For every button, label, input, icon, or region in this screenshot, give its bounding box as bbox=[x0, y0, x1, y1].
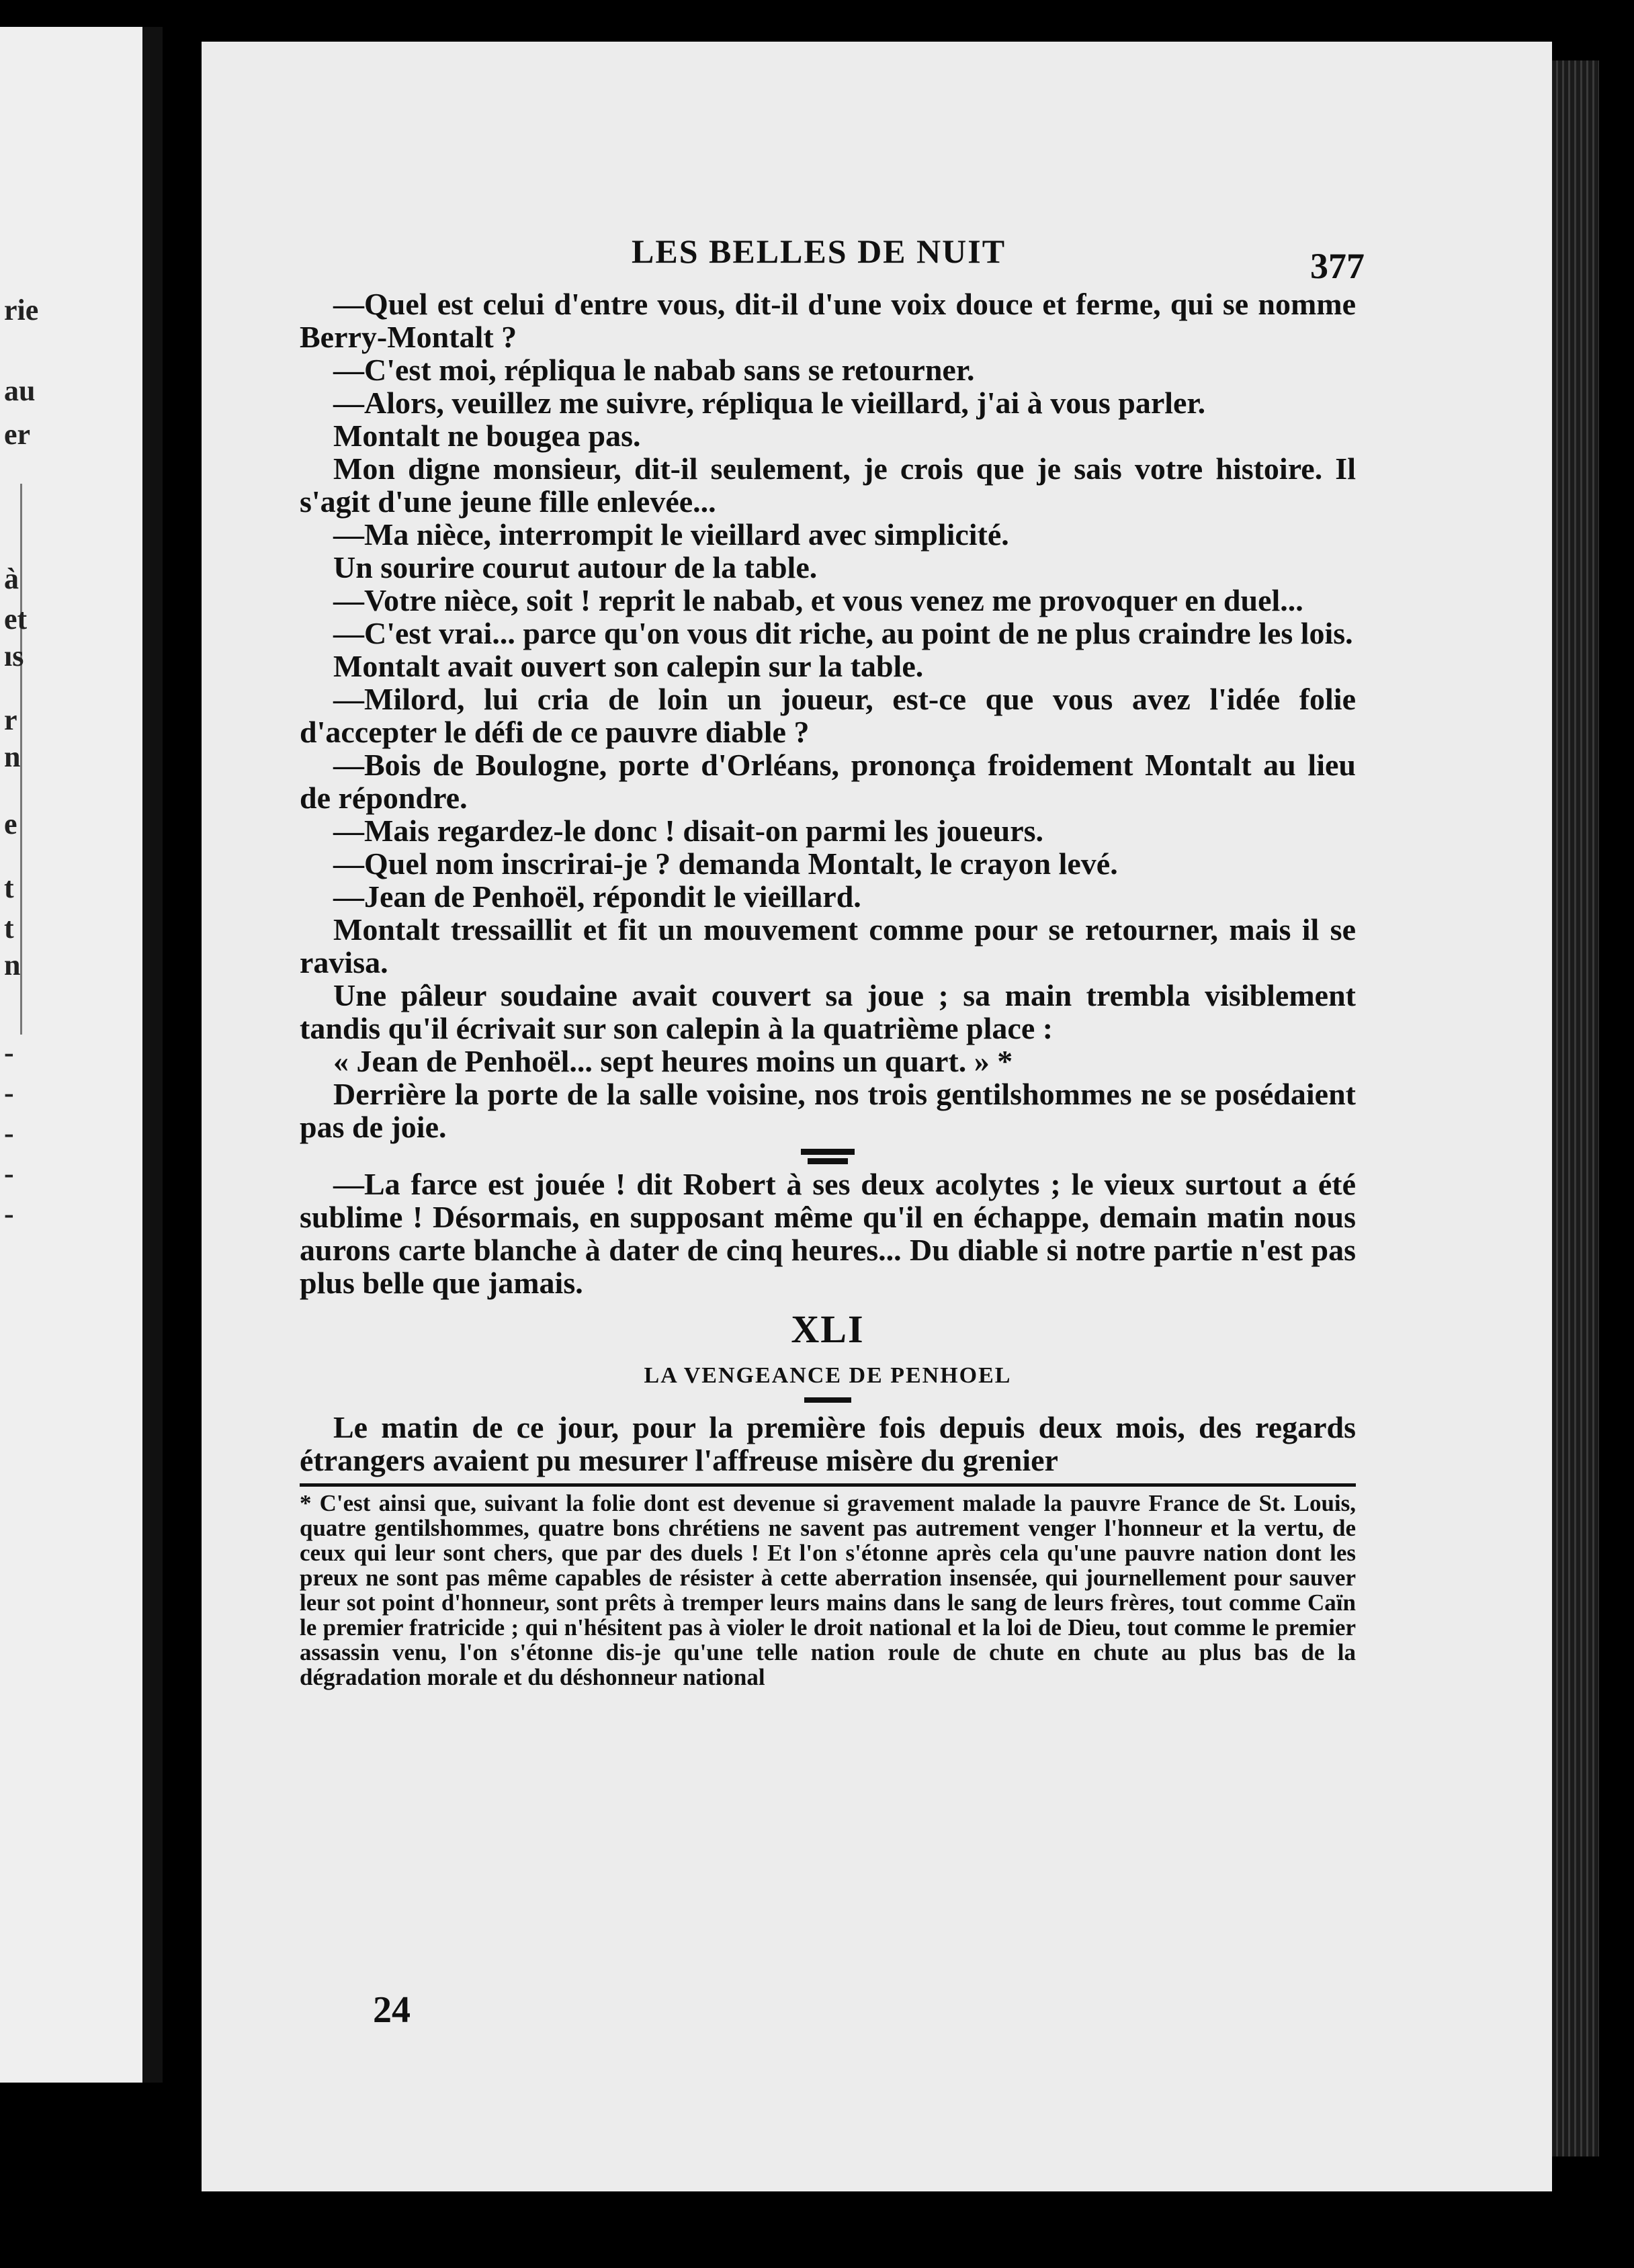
left-page-fragment: r bbox=[4, 703, 17, 736]
chapter-paragraph: Le matin de ce jour, pour la première fois depuis deux mois, des regards étrangers avaient pu mesurer l'affreuse misère du grenier bbox=[300, 1410, 1356, 1477]
left-neighbor-page bbox=[0, 27, 155, 2083]
section-ornament bbox=[300, 1143, 1356, 1168]
paragraph: —Votre nièce, soit ! reprit le nabab, et vous venez me provoquer en duel... bbox=[333, 583, 1303, 617]
left-page-fragment: n bbox=[4, 740, 21, 773]
footnote-rule bbox=[300, 1483, 1356, 1487]
paragraph: —Bois de Boulogne, porte d'Orléans, prononça froidement Montalt au lieu de répondre. bbox=[300, 748, 1356, 815]
chapter-number: XLI bbox=[791, 1307, 865, 1351]
paragraph: Un sourire courut autour de la table. bbox=[333, 550, 818, 584]
left-page-fragment: t bbox=[4, 912, 14, 945]
paragraph: Derrière la porte de la salle voisine, nos trois gentilshommes ne se posédaient pas de joie. bbox=[300, 1077, 1356, 1144]
chapter-title: LA VENGEANCE DE PENHOEL bbox=[644, 1363, 1012, 1388]
paragraph: —Quel nom inscrirai-je ? demanda Montalt, le crayon levé. bbox=[333, 846, 1118, 881]
paragraph: Montalt avait ouvert son calepin sur la table. bbox=[333, 649, 924, 683]
left-page-fragment: et bbox=[4, 603, 28, 636]
paragraph: —La farce est jouée ! dit Robert à ses deux acolytes ; le vieux surtout a été sublime ! Désormais, en supposant même qu'il en échappe, demain matin nous aurons carte blanche à dater de cinq heures... Du diable si notre partie n'est pas plus belle que jamais. bbox=[300, 1167, 1356, 1300]
book-gutter bbox=[142, 27, 163, 2083]
left-page-fragment: - bbox=[4, 1076, 14, 1109]
body-text bbox=[300, 288, 1356, 1690]
page-number: 377 bbox=[1310, 246, 1365, 286]
signature-mark: 24 bbox=[373, 1989, 411, 2031]
left-page-fragment: - bbox=[4, 1197, 14, 1230]
paragraph: Montalt tressaillit et fit un mouvement comme pour se retourner, mais il se ravisa. bbox=[300, 912, 1356, 979]
left-page-fragment: e bbox=[4, 808, 17, 840]
chapter-ornament bbox=[300, 1392, 1356, 1411]
paragraph: —Ma nièce, interrompit le vieillard avec simplicité. bbox=[333, 517, 1009, 552]
footnote: * C'est ainsi que, suivant la folie dont est devenue si gravement malade la pauvre France de St. Louis, quatre gentilshommes, quatre bons chrétiens ne savent pas autrement venger l'honneur et la vertu, de ceux qui leur sont chers, que par des duels ! Et l'on s'étonne après cela qu'une pauvre nation dont les preux ne sont pas même capables de résister à cette aberration insensée, qui journellement pour sauver leur sot point d'honneur, sont prêts à tremper leurs mains dans le sang de leurs frères, tout comme Caïn le premier fratricide ; qui n'hésitent pas à violer le droit national et la loi de Dieu, tout comme le premier assassin venu, l'on s'étonne dis-je qu'une telle nation roule de chute en chute au plus bas de la dégradation morale et du déshonneur national bbox=[300, 1490, 1356, 1690]
left-page-fragment: à bbox=[4, 562, 19, 595]
left-page-fragment: n bbox=[4, 949, 21, 982]
left-page-fragment: au bbox=[4, 374, 36, 407]
paragraph: « Jean de Penhoël... sept heures moins un quart. » * bbox=[333, 1044, 1013, 1078]
paragraph: —C'est moi, répliqua le nabab sans se retourner. bbox=[333, 353, 975, 387]
text-block-2 bbox=[300, 1168, 1356, 1299]
paragraph: —Alors, veuillez me suivre, répliqua le vieillard, j'ai à vous parler. bbox=[333, 386, 1206, 420]
paragraph: Mon digne monsieur, dit-il seulement, je crois que je sais votre histoire. Il s'agit d'une jeune fille enlevée... bbox=[300, 451, 1356, 519]
left-page-fragment: - bbox=[4, 1117, 14, 1149]
left-page-fragment: er bbox=[4, 418, 31, 451]
paragraph: —Milord, lui cria de loin un joueur, est-ce que vous avez l'idée folie d'accepter le défi de ce pauvre diable ? bbox=[300, 682, 1356, 749]
text-block-1 bbox=[300, 288, 1356, 1143]
page-stack-edge bbox=[1552, 60, 1599, 2156]
left-page-fragment: - bbox=[4, 1157, 14, 1190]
paragraph: Montalt ne bougea pas. bbox=[333, 419, 641, 453]
paragraph: —Quel est celui d'entre vous, dit-il d'une voix douce et ferme, qui se nomme Berry-Montalt ? bbox=[300, 287, 1356, 354]
paragraph: Une pâleur soudaine avait couvert sa joue ; sa main trembla visiblement tandis qu'il écrivait sur son calepin à la quatrième place : bbox=[300, 978, 1356, 1045]
paragraph: —Mais regardez-le donc ! disait-on parmi les joueurs. bbox=[333, 814, 1044, 848]
left-page-fragment: - bbox=[4, 1036, 14, 1069]
left-page-fragment: ıs bbox=[4, 640, 24, 672]
running-head: LES BELLES DE NUIT bbox=[632, 232, 1006, 270]
left-page-fragment: t bbox=[4, 871, 14, 904]
left-page-fragment: rie bbox=[4, 294, 39, 326]
paragraph: —Jean de Penhoël, répondit le vieillard. bbox=[333, 879, 861, 914]
paragraph: —C'est vrai... parce qu'on vous dit riche, au point de ne plus craindre les lois. bbox=[333, 616, 1353, 650]
